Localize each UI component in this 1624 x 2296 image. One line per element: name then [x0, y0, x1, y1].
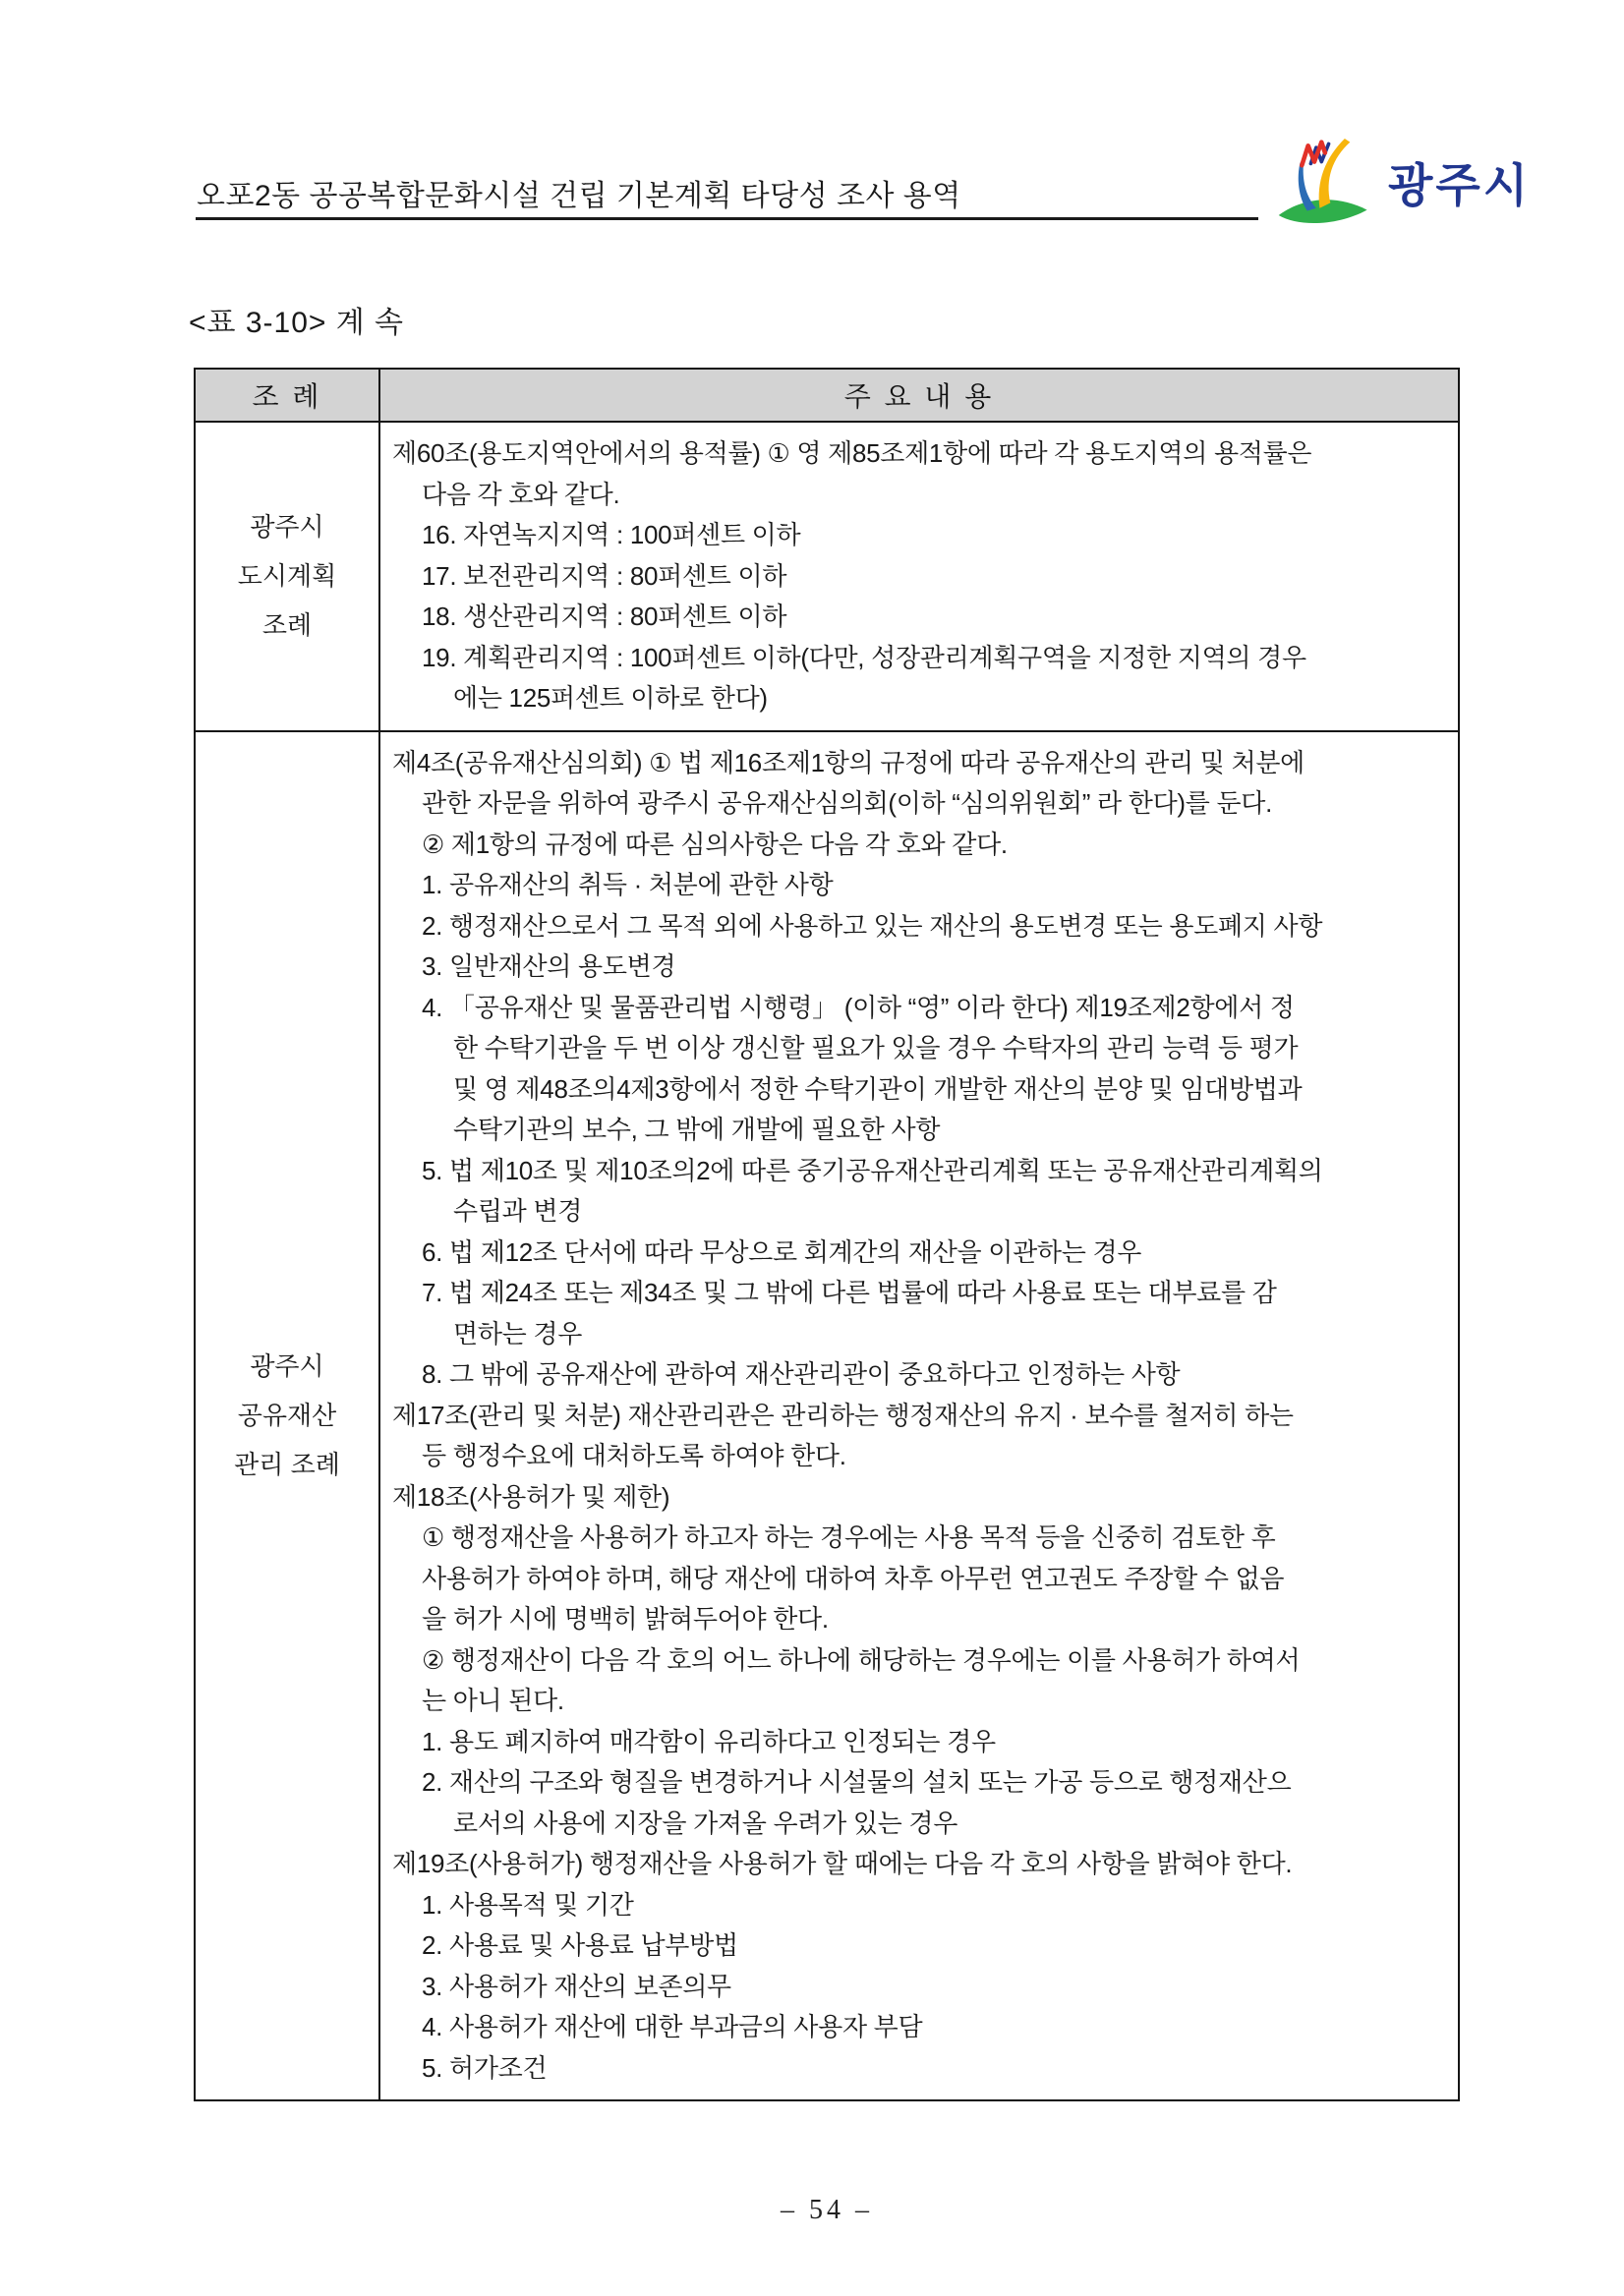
text-line: 제19조(사용허가) 행정재산을 사용허가 할 때에는 다음 각 호의 사항을 밝혀야 한다.	[392, 1849, 1293, 1878]
text-line: 수탁기관의 보수, 그 밖에 개발에 필요한 사항	[453, 1115, 941, 1144]
text-line: 7. 법 제24조 또는 제34조 및 그 밖에 다른 법률에 따라 사용료 또는 대부료를 감	[422, 1278, 1277, 1307]
text-line: ② 제1항의 규정에 따른 심의사항은 다음 각 호와 같다.	[422, 829, 1008, 859]
document-header-title: 오포2동 공공복합문화시설 건립 기본계획 타당성 조사 용역	[197, 180, 961, 212]
text-line: 에는 125퍼센트 이하로 한다)	[453, 683, 768, 713]
text-line: 및 영 제48조의4제3항에서 정한 수탁기관이 개발한 재산의 분양 및 임대방법과	[453, 1073, 1303, 1104]
text-line: 관한 자문을 위하여 광주시 공유재산심의회(이하 “심의위원회” 라 한다)를 둔다.	[422, 788, 1273, 818]
text-line: 1. 용도 폐지하여 매각함이 유리하다고 인정되는 경우	[422, 1726, 996, 1756]
column-header-main-content: 주 요 내 용	[379, 369, 1459, 422]
text-line: 1. 공유재산의 취득 · 처분에 관한 사항	[422, 870, 834, 899]
text-line: ② 행정재산이 다음 각 호의 어느 하나에 해당하는 경우에는 이를 사용허가 하여서	[422, 1644, 1301, 1675]
text-line: 도시계획	[237, 561, 337, 592]
ordinance-name-public-property	[195, 731, 379, 2101]
text-line: 수립과 변경	[453, 1196, 583, 1226]
text-line: 는 아니 된다.	[422, 1686, 564, 1715]
text-line: 제4조(공유재산심의회) ① 법 제16조제1항의 규정에 따라 공유재산의 관리 및 처분에	[392, 747, 1305, 777]
text-line: 관리 조례	[234, 1450, 340, 1480]
ordinance-table	[194, 368, 1460, 2101]
text-line: 4. 사용허가 재산에 대한 부과금의 사용자 부담	[422, 2012, 923, 2041]
text-line: 3. 사용허가 재산의 보존의무	[422, 1971, 731, 2001]
text-line: 로서의 사용에 지장을 가져올 우려가 있는 경우	[453, 1808, 958, 1838]
text-line: 19. 계획관리지역 : 100퍼센트 이하(다만, 성장관리계획구역을 지정한 지역의 경우	[422, 642, 1306, 672]
text-line: ① 행정재산을 사용허가 하고자 하는 경우에는 사용 목적 등을 신중히 검토한 후	[422, 1522, 1276, 1552]
text-line: 을 허가 시에 명백히 밝혀두어야 한다.	[422, 1604, 829, 1634]
column-header-ordinance: 조 례	[195, 369, 379, 422]
gwangju-city-emblem-icon	[1266, 133, 1382, 231]
table-row	[195, 422, 1459, 731]
text-line: 제18조(사용허가 및 제한)	[392, 1481, 670, 1512]
text-line: 17. 보전관리지역 : 80퍼센트 이하	[422, 560, 787, 591]
text-line: 2. 사용료 및 사용료 납부방법	[422, 1930, 738, 1960]
text-line: 8. 그 밖에 공유재산에 관하여 재산관리관이 중요하다고 인정하는 사항	[422, 1359, 1181, 1389]
text-line: 조례	[261, 610, 313, 641]
text-line: 5. 허가조건	[422, 2052, 548, 2083]
gwangju-city-logo	[1266, 130, 1551, 233]
table-caption: <표 3-10> 계 속	[189, 307, 405, 339]
text-line: 2. 재산의 구조와 형질을 변경하거나 시설물의 설치 또는 가공 등으로 행정재산으	[422, 1767, 1292, 1797]
text-line: 다음 각 호와 같다.	[422, 479, 620, 509]
text-line: 공유재산	[237, 1401, 337, 1431]
ordinance-content-public-property	[379, 731, 1459, 2101]
text-line: 사용허가 하여야 하며, 해당 재산에 대하여 차후 아무런 연고권도 주장할 수 없음	[422, 1563, 1285, 1593]
text-line: 한 수탁기관을 두 번 이상 갱신할 필요가 있을 경우 수탁자의 관리 능력 등 평가	[453, 1033, 1299, 1062]
text-line: 2. 행정재산으로서 그 목적 외에 사용하고 있는 재산의 용도변경 또는 용도폐지 사항	[422, 910, 1323, 941]
ordinance-content-city-planning	[379, 422, 1459, 731]
text-line: 6. 법 제12조 단서에 따라 무상으로 회계간의 재산을 이관하는 경우	[422, 1236, 1142, 1267]
text-line: 제17조(관리 및 처분) 재산관리관은 관리하는 행정재산의 유지 · 보수를 철저히 하는	[392, 1400, 1294, 1430]
text-line: 광주시	[250, 512, 324, 543]
page-number: – 54 –	[781, 2195, 873, 2225]
table-row	[195, 731, 1459, 2101]
text-line: 5. 법 제10조 및 제10조의2에 따른 중기공유재산관리계획 또는 공유재산관리계획의	[422, 1155, 1323, 1185]
text-line: 18. 생산관리지역 : 80퍼센트 이하	[422, 602, 787, 631]
ordinance-name-city-planning	[195, 422, 379, 731]
text-line: 등 행정수요에 대처하도록 하여야 한다.	[422, 1441, 846, 1470]
text-line: 3. 일반재산의 용도변경	[422, 951, 676, 981]
text-line: 1. 사용목적 및 기간	[422, 1889, 634, 1920]
table-header-row	[195, 369, 1459, 422]
text-line: 16. 자연녹지지역 : 100퍼센트 이하	[422, 520, 801, 549]
text-line: 광주시	[250, 1351, 324, 1382]
gwangju-city-logo-text: 광주시	[1388, 159, 1532, 211]
text-line: 4. 「공유재산 및 물품관리법 시행령」 (이하 “영” 이라 한다) 제19조제2항에서 정	[422, 992, 1295, 1022]
ordinance-table-wrap	[194, 368, 1460, 2101]
header-divider	[196, 217, 1258, 220]
text-line: 제60조(용도지역안에서의 용적률) ① 영 제85조제1항에 따라 각 용도지역의 용적률은	[392, 438, 1312, 468]
text-line: 면하는 경우	[453, 1318, 583, 1349]
